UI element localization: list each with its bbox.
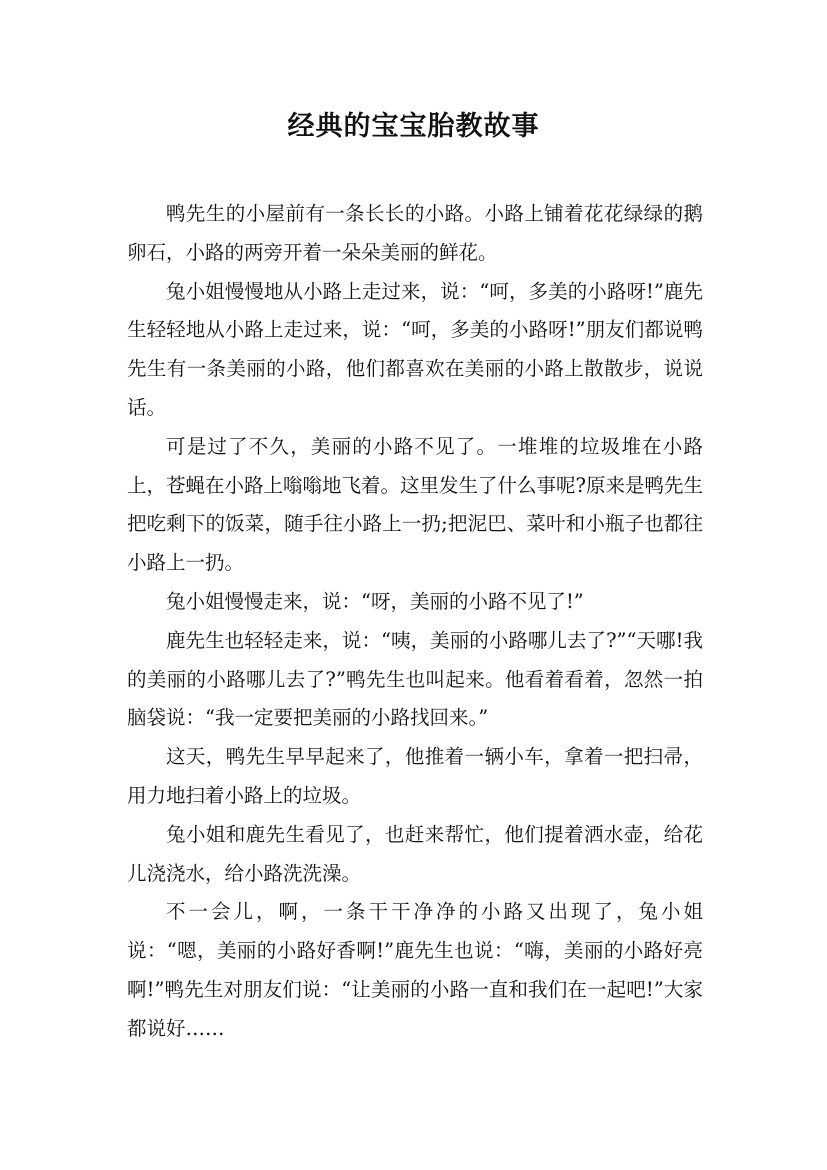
paragraph-7: 兔小姐和鹿先生看见了，也赶来帮忙，他们提着洒水壶，给花儿浇浇水，给小路洗洗澡。: [127, 822, 703, 885]
document-title: 经典的宝宝胎教故事: [287, 111, 540, 142]
paragraph-5: 鹿先生也轻轻走来，说：“咦，美丽的小路哪儿去了?”“天哪!我的美丽的小路哪儿去了?”鸭先生也叫起来。他看着看着，忽然一拍脑袋说：“我一定要把美丽的小路找回来。”: [127, 628, 703, 730]
paragraph-3: 可是过了不久，美丽的小路不见了。一堆堆的垃圾堆在小路上，苍蝇在小路上嗡嗡地飞着。这里发生了什么事呢?原来是鸭先生把吃剩下的饭菜，随手往小路上一扔;把泥巴、菜叶和小瓶子也都往小路上一扔。: [127, 434, 703, 575]
paragraph-8: 不一会儿，啊，一条干干净净的小路又出现了，兔小姐说：“嗯，美丽的小路好香啊!”鹿先生也说：“嗨，美丽的小路好亮啊!”鸭先生对朋友们说：“让美丽的小路一直和我们在一起吧!”大家都说好……: [127, 900, 703, 1040]
paragraph-2: 兔小姐慢慢地从小路上走过来，说：“呵，多美的小路呀!”鹿先生轻轻地从小路上走过来，说：“呵，多美的小路呀!”朋友们都说鸭先生有一条美丽的小路，他们都喜欢在美丽的小路上散散步，说说话。: [127, 279, 703, 419]
paragraph-1: 鸭先生的小屋前有一条长长的小路。小路上铺着花花绿绿的鹅卵石，小路的两旁开着一朵朵美丽的鲜花。: [127, 202, 703, 264]
document-body: [127, 195, 703, 1049]
paragraph-4: 兔小姐慢慢走来，说：“呀，美丽的小路不见了!”: [166, 589, 584, 613]
paragraph-6: 这天，鸭先生早早起来了，他推着一辆小车，拿着一把扫帚，用力地扫着小路上的垃圾。: [127, 745, 703, 807]
